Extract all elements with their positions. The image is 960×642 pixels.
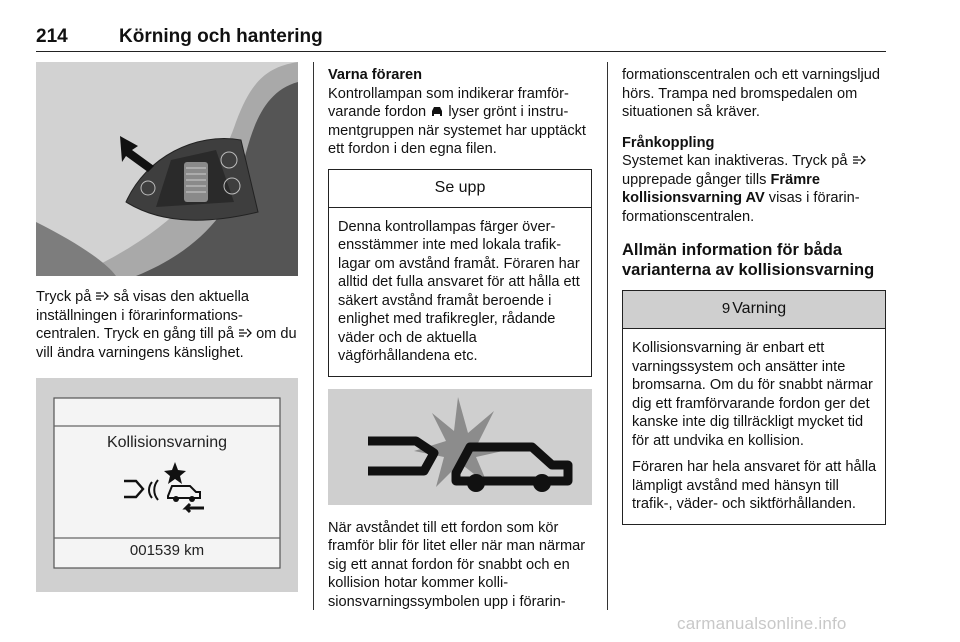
page-header xyxy=(36,26,886,52)
caution-title: Se upp xyxy=(329,170,591,208)
steering-wheel-illustration xyxy=(36,62,298,276)
page-number: 214 xyxy=(36,26,68,47)
column-2 xyxy=(328,62,592,611)
caution-text: Denna kontrollampas färger överensstämmer inte med lokala trafiklagar om avstånd framåt. Föraren har alltid det fulla ansvaret för att hålla ett säkert avstånd framåt beroende i enlighet med trafikregler, rådande väder och de aktuella vägförhållandena etc. xyxy=(338,218,580,364)
odometer-value: 001539 km xyxy=(129,542,205,559)
paragraph: När avståndet till ett fordon som kör framför blir för litet eller när man närmar sig ett annat fordon för snabbt och en kollision hotar kommer kollisionsvarningssymbolen upp i förarin- xyxy=(328,519,586,610)
section-heading: Varna föraren xyxy=(328,67,423,83)
column-divider xyxy=(607,62,608,610)
chapter-title: Körning och hantering xyxy=(119,26,323,47)
info-display-illustration xyxy=(36,378,298,592)
warning-box xyxy=(622,290,886,525)
warning-header xyxy=(623,291,885,329)
vehicle-ahead-icon xyxy=(430,105,444,117)
warning-symbol-icon: 9 xyxy=(721,300,731,318)
column-divider xyxy=(313,62,314,610)
distance-button-icon xyxy=(238,327,252,339)
column-3 xyxy=(622,62,886,525)
collision-illustration xyxy=(328,389,592,505)
watermark: carmanualsonline.info xyxy=(677,614,847,633)
section-heading: Allmän information för båda varianterna av kollisionsvarning xyxy=(622,241,875,279)
warning-title: Varning xyxy=(732,300,787,318)
warning-text: Kollisionsvarning är enbart ett varningssystem och ansätter inte bromsarna. Om du för snabbt närmar dig ett framförvarande fordon ger det kanske inte dig tillräckligt mycket tid för att undvika en kollision. xyxy=(632,340,873,449)
paragraph: Kontrollampan som indikerar framförvarande fordon lyser grönt i instrumentgruppen när systemet har upptäckt ett fordon i den egna filen. xyxy=(328,85,586,157)
display-title: Kollisionsvarning xyxy=(106,434,228,451)
warning-text: Föraren har hela ansvaret för att hålla lämpligt avstånd med hänsyn till trafik-, väder- och siktförhållanden. xyxy=(632,459,877,512)
paragraph: Tryck på så visas den aktuella inställningen i förarinformationscentralen. Tryck en gång till på om du vill ändra varningens känslighet. xyxy=(36,289,297,361)
paragraph: formationscentralen och ett varningsljud hörs. Trampa ned bromspedalen om situationen så kräver. xyxy=(622,67,880,120)
distance-button-icon xyxy=(95,290,109,302)
subheading: Frånkoppling xyxy=(622,134,715,151)
column-1 xyxy=(36,62,298,592)
paragraph: Systemet kan inaktiveras. Tryck på upprepade gånger tills Främre kollisionsvarning AV visas i förarinformationscentralen. xyxy=(622,152,886,226)
caution-box xyxy=(328,169,592,377)
distance-button-icon xyxy=(852,154,866,166)
